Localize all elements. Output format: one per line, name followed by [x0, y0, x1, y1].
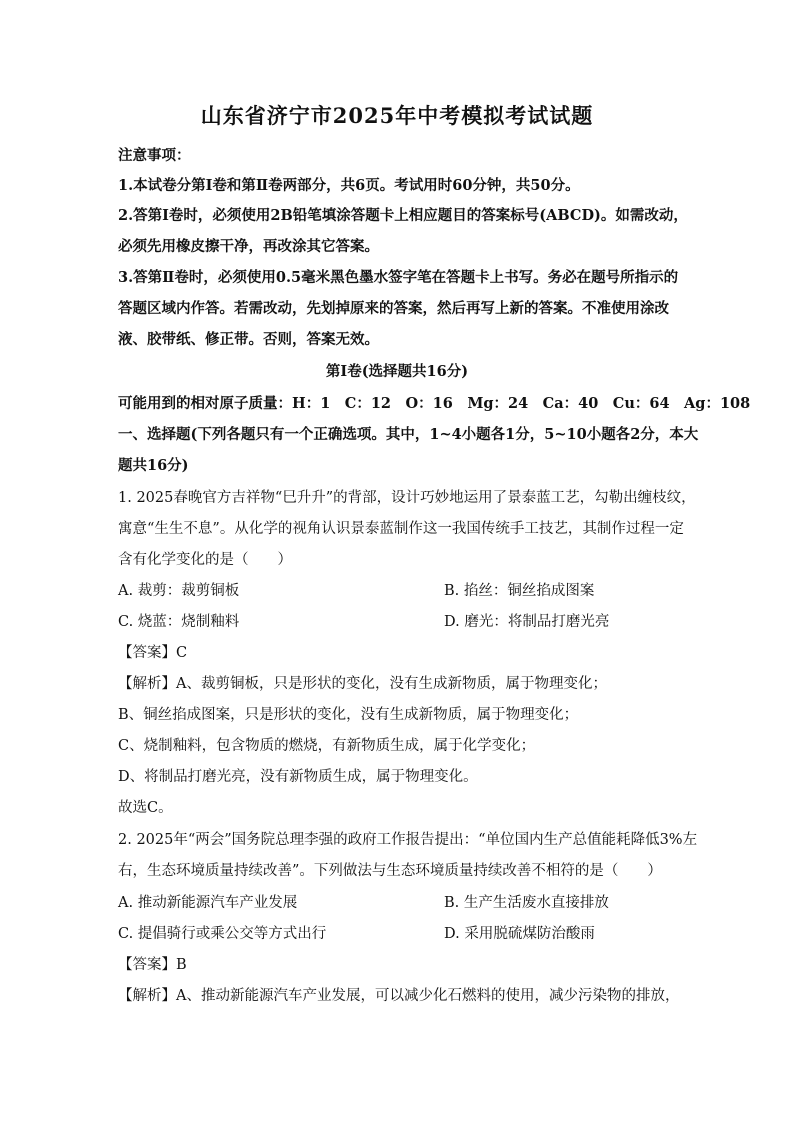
q2-option-b: B. 生产生活废水直接排放 — [444, 895, 609, 911]
q2-option-d: D. 采用脱硫煤防治酸雨 — [444, 926, 595, 942]
q1-option-d: D. 磨光：将制品打磨光亮 — [444, 614, 610, 630]
q2-answer: 【答案】B — [118, 957, 187, 973]
q1-explanation-5: 故选C。 — [118, 800, 173, 816]
q1-explanation-4: D、将制品打磨光亮，没有新物质生成，属于物理变化。 — [118, 769, 478, 785]
part-heading-a: 一、选择题(下列各题只有一个正确选项。其中，1~4小题各1分，5~10小题各2分，本大 — [118, 426, 699, 443]
notice-line-2a: 2.答第Ⅰ卷时，必须使用2B铅笔填涂答题卡上相应题目的答案标号(ABCD)。如需改动， — [118, 207, 688, 224]
q1-option-c: C. 烧蓝：烧制釉料 — [118, 614, 240, 630]
q1-option-a: A. 裁剪：裁剪铜板 — [118, 583, 240, 599]
q1-stem-a: 1. 2025春晚官方吉祥物“巳升升”的背部，设计巧妙地运用了景泰蓝工艺，勾勒出缠枝纹， — [118, 490, 696, 506]
q2-explanation-1: 【解析】A、推动新能源汽车产业发展，可以减少化石燃料的使用，减少污染物的排放， — [118, 988, 680, 1004]
notice-line-3a: 3.答第Ⅱ卷时，必须使用0.5毫米黑色墨水签字笔在答题卡上书写。务必在题号所指示的 — [118, 269, 679, 286]
q2-option-a: A. 推动新能源汽车产业发展 — [118, 895, 298, 911]
q2-stem-b: 右，生态环境质量持续改善”。下列做法与生态环境质量持续改善不相符的是（ ） — [118, 863, 662, 879]
part-heading-b: 题共16分) — [118, 457, 189, 474]
q1-answer: 【答案】C — [118, 645, 188, 661]
q2-stem-a: 2. 2025年“两会”国务院总理李强的政府工作报告提出：“单位国内生产总值能耗降低3%左 — [118, 832, 698, 848]
q1-explanation-1: 【解析】A、裁剪铜板，只是形状的变化，没有生成新物质，属于物理变化； — [118, 676, 607, 692]
notice-line-1: 1.本试卷分第Ⅰ卷和第Ⅱ卷两部分，共6页。考试用时60分钟，共50分。 — [118, 177, 580, 194]
atomic-mass-line: 可能用到的相对原子质量：H：1 C：12 O：16 Mg：24 Ca：40 Cu：64 Ag：108 — [118, 395, 751, 412]
q1-stem-c: 含有化学变化的是（ ） — [118, 552, 292, 568]
q2-option-c: C. 提倡骑行或乘公交等方式出行 — [118, 926, 327, 942]
q1-option-b: B. 掐丝：铜丝掐成图案 — [444, 583, 595, 599]
notice-line-2b: 必须先用橡皮擦干净，再改涂其它答案。 — [118, 238, 379, 255]
page-title: 山东省济宁市2025年中考模拟考试试题 — [200, 103, 594, 128]
q1-explanation-3: C、烧制釉料，包含物质的燃烧，有新物质生成，属于化学变化； — [118, 738, 536, 754]
section-heading: 第Ⅰ卷(选择题共16分) — [325, 363, 469, 380]
notice-heading: 注意事项： — [118, 147, 191, 164]
notice-line-3b: 答题区域内作答。若需改动，先划掉原来的答案，然后再写上新的答案。不准使用涂改 — [118, 300, 669, 317]
notice-line-3c: 液、胶带纸、修正带。否则，答案无效。 — [118, 331, 379, 348]
q1-explanation-2: B、铜丝掐成图案，只是形状的变化，没有生成新物质，属于物理变化； — [118, 707, 579, 723]
q1-stem-b: 寓意“生生不息”。从化学的视角认识景泰蓝制作这一我国传统手工技艺，其制作过程一定 — [118, 521, 684, 537]
